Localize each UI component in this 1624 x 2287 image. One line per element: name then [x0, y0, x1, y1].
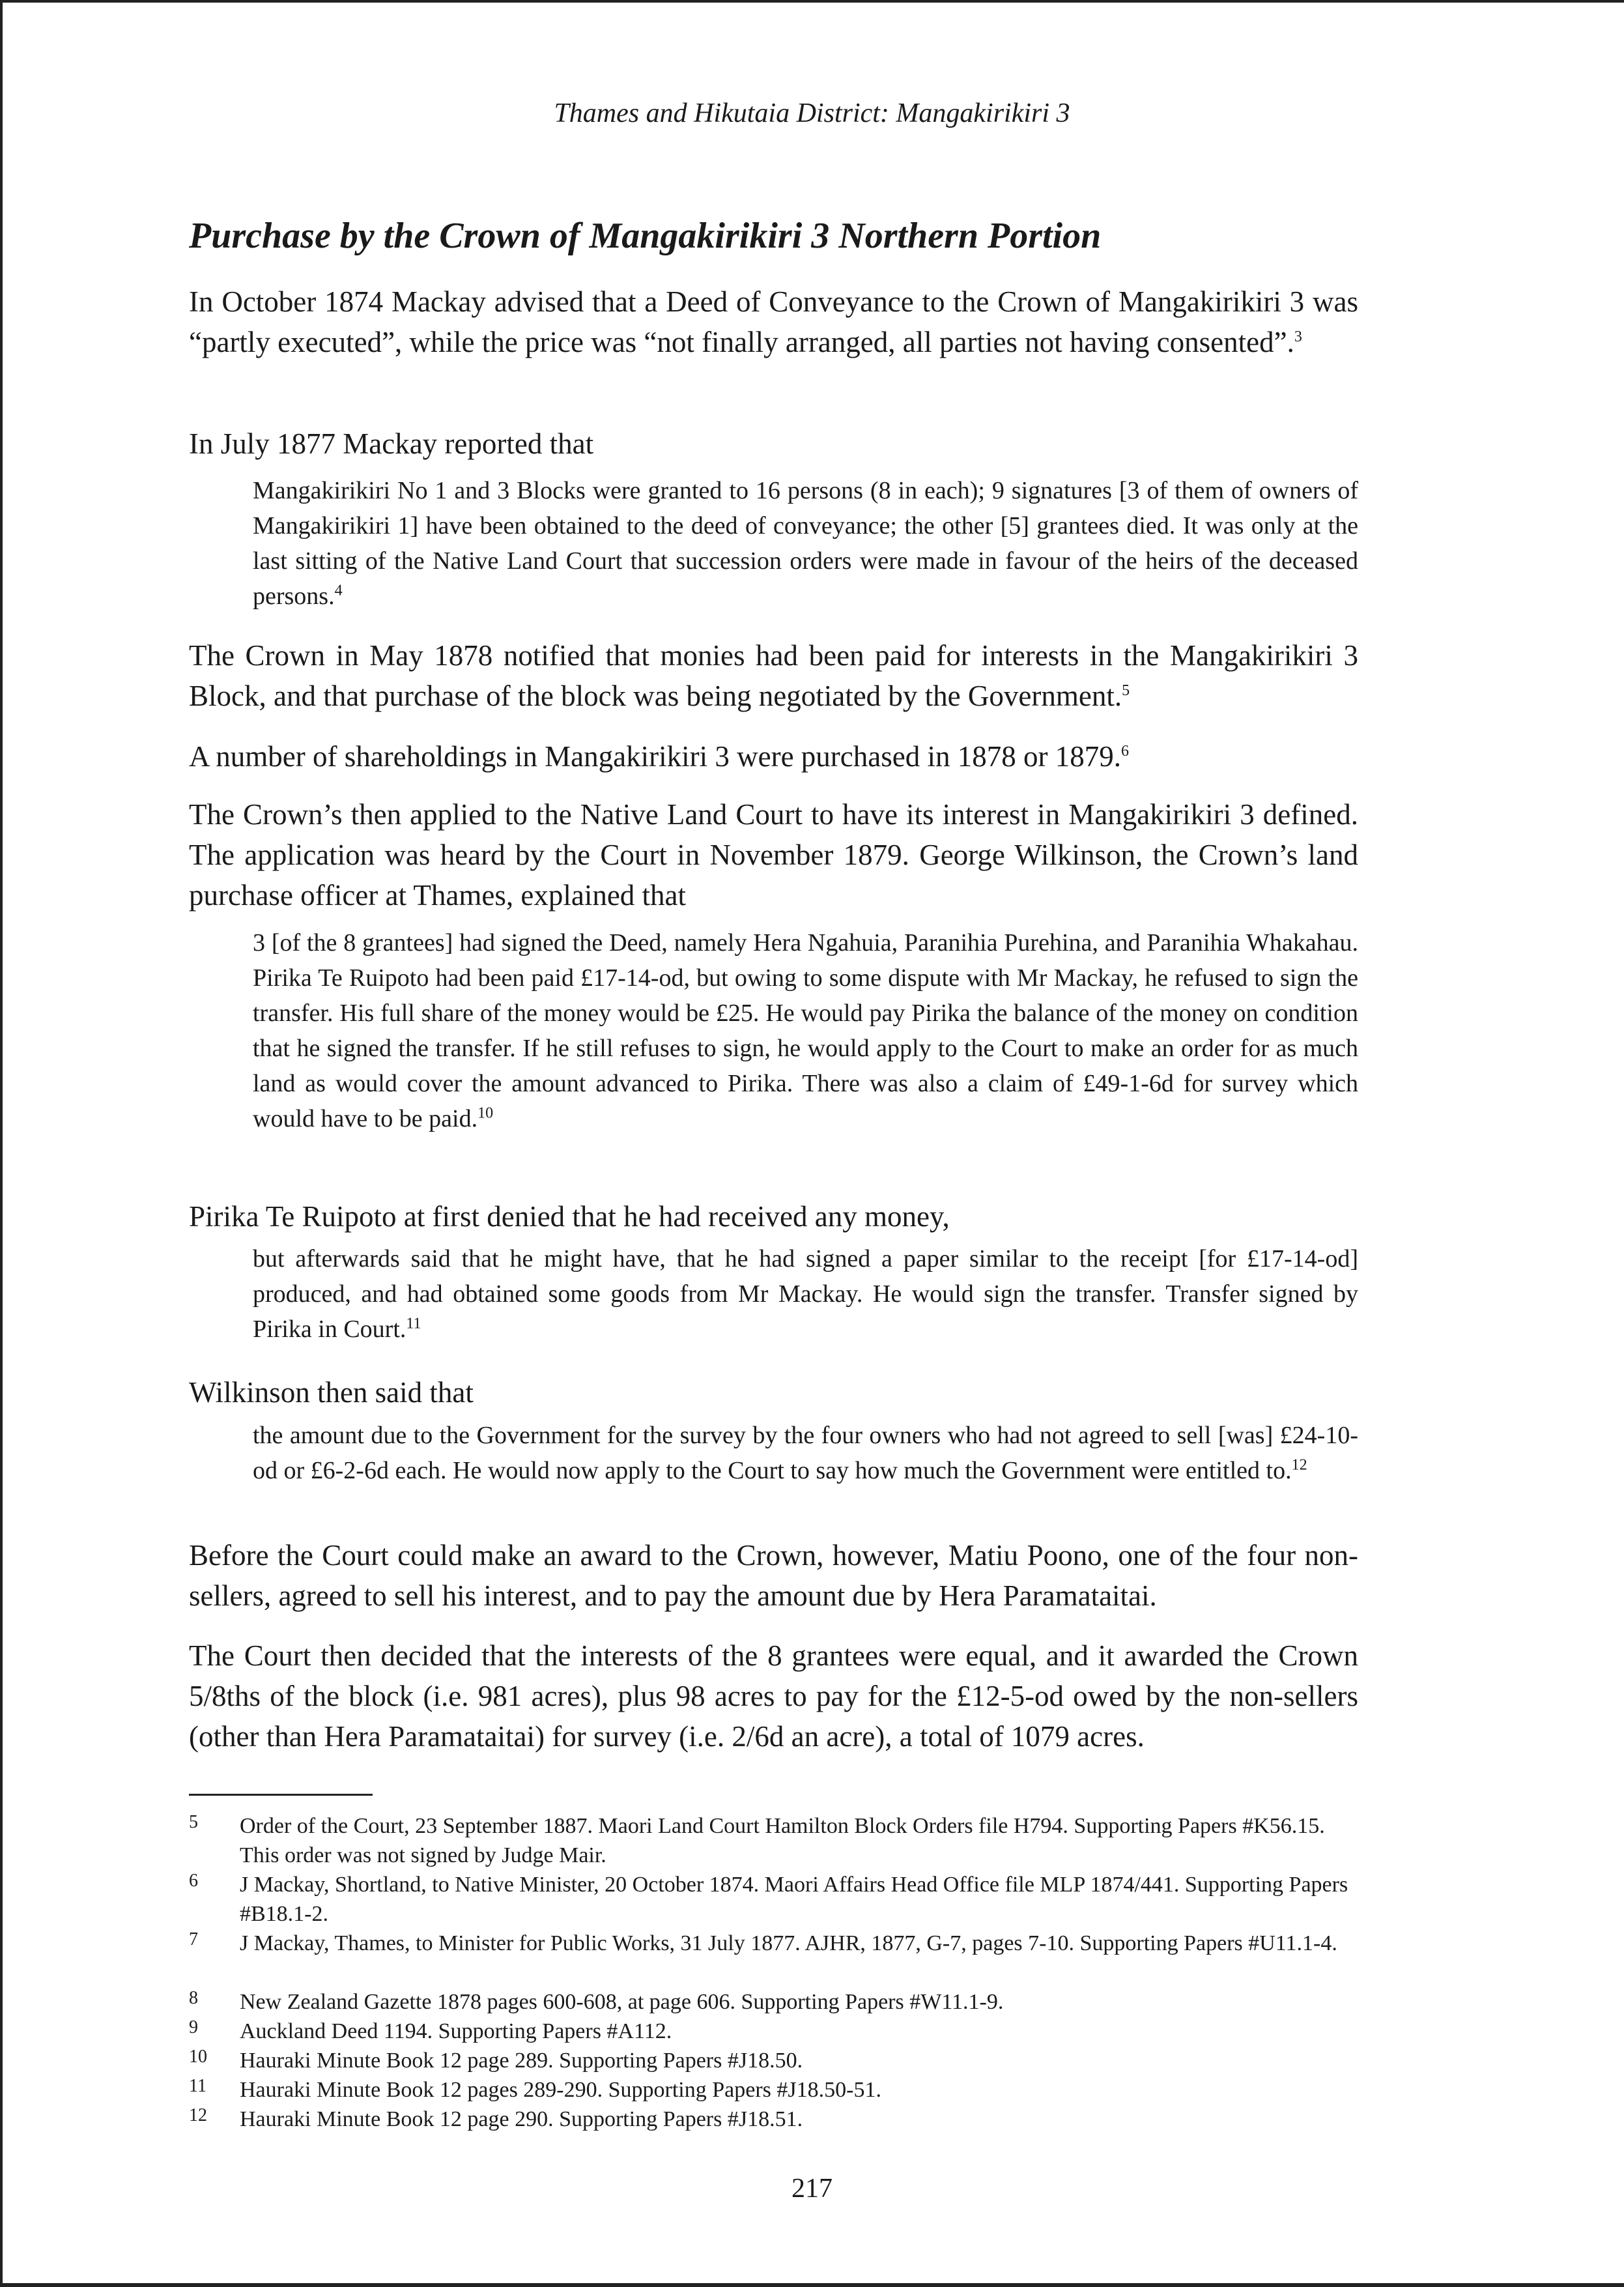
paragraph-8: Before the Court could make an award to the Crown, however, Matiu Poono, one of the four non-sellers, agreed to sell his interest, and to pay the amount due by Hera Paramataitai. [189, 1539, 1358, 1612]
footnote-number: 6 [189, 1871, 198, 1891]
footnote-ref: 6 [1120, 743, 1129, 760]
footnote-number: 11 [189, 2076, 207, 2096]
footnote-number: 12 [189, 2105, 207, 2125]
running-head: Thames and Hikutaia District: Mangakirikiri 3 [554, 98, 1070, 128]
paragraph-4: A number of shareholdings in Mangakirikiri 3 were purchased in 1878 or 1879.$^6$ [189, 740, 1129, 773]
paragraph-2: In July 1877 Mackay reported that [189, 427, 594, 460]
footnote-number: 5 [189, 1812, 198, 1832]
paragraph-9: The Court then decided that the interests of the 8 grantees were equal, and it awarded the Crown 5/8ths of the block (i.e. 981 acres), plus 98 acres to pay for the £12-5-od owed by the non-sellers (other than Hera Paramataitai) for survey (i.e. 2/6d an acre), a total of 1079 acres. [189, 1639, 1358, 1753]
footnote-text: Order of the Court, 23 September 1887. Maori Land Court Hamilton Block Orders file H794. Supporting Papers #K56.15. This order was not signed by Judge Mair. [240, 1814, 1325, 1867]
block-quote-2: 3 [of the 8 grantees] had signed the Deed, namely Hera Ngahuia, Paranihia Purehina, and Paranihia Whakahau. Pirika Te Ruipoto had been paid £17-14-od, but owing to some dispute with Mr Mackay, he refused to sign the transfer. His full share of the money would be £25. He would pay Pirika the balance of the money on condition that he signed the transfer. If he still refuses to sign, he would apply to the Court to make an order for as much land as would cover the amount advanced to Pirika. There was also a claim of £49-1-6d for survey which would have to be paid.$^{10}$ [253, 929, 1358, 1132]
paragraph-3: The Crown in May 1878 notified that monies had been paid for interests in the Mangakirikiri 3 Block, and that purchase of the block was being negotiated by the Government.$^5$ [189, 639, 1358, 712]
footnote-ref: 12 [1291, 1456, 1307, 1474]
footnote-ref: 11 [406, 1315, 421, 1332]
footnote-number: 7 [189, 1929, 198, 1949]
footnote-ref: 4 [334, 582, 343, 599]
footnote-text: J Mackay, Shortland, to Native Minister, 20 October 1874. Maori Affairs Head Office file MLP 1874/441. Supporting Papers #B18.1-2. [240, 1873, 1348, 1926]
footnote-text: New Zealand Gazette 1878 pages 600-608, at page 606. Supporting Papers #W11.1-9. [240, 1990, 1004, 2014]
page-border-bottom [0, 2283, 1624, 2287]
footnote-ref: 5 [1122, 682, 1130, 699]
block-quote-1: Mangakirikiri No 1 and 3 Blocks were granted to 16 persons (8 in each); 9 signatures [3 of them of owners of Mangakirikiri 1] have been obtained to the deed of conveyance; the other [5] grantees died. It was only at the last sitting of the Native Land Court that succession orders were made in favour of the heirs of the deceased persons.$^4$ [253, 477, 1358, 610]
footnote-number: 10 [189, 2047, 207, 2067]
footnote-ref: 3 [1294, 328, 1302, 345]
block-quote-4: the amount due to the Government for the survey by the four owners who had not agreed to sell [was] £24-10-od or £6-2-6d each. He would now apply to the Court to say how much the Government were entitled to.$^{12}$ [253, 1422, 1358, 1484]
block-quote-3: but afterwards said that he might have, that he had signed a paper similar to the receipt [for £17-14-od] produced, and had obtained some goods from Mr Mackay. He would sign the transfer. Transfer signed by Pirika in Court.$^{11}$ [253, 1245, 1358, 1343]
footnote-text: Hauraki Minute Book 12 pages 289-290. Supporting Papers #J18.50-51. [240, 2078, 881, 2102]
footnote-ref: 10 [477, 1104, 494, 1122]
section-heading: Purchase by the Crown of Mangakirikiri 3 Northern Portion [189, 216, 1102, 256]
paragraph-7: Wilkinson then said that [189, 1376, 474, 1409]
footnote-number: 9 [189, 2017, 198, 2037]
footnote-text: Auckland Deed 1194. Supporting Papers #A112. [240, 2019, 672, 2043]
footnote-text: J Mackay, Thames, to Minister for Public Works, 31 July 1877. AJHR, 1877, G-7, pages 7-10. Supporting Papers #U11.1-4. [240, 1931, 1337, 1955]
footnote-text: Hauraki Minute Book 12 page 290. Supporting Papers #J18.51. [240, 2107, 803, 2131]
page-border-left [0, 0, 3, 2287]
paragraph-5: The Crown’s then applied to the Native Land Court to have its interest in Mangakirikiri 3 defined. The application was heard by the Court in November 1879. George Wilkinson, the Crown’s land purchase officer at Thames, explained that [189, 798, 1358, 912]
footnote-number: 8 [189, 1988, 198, 2008]
page-border-top [0, 0, 1624, 3]
page-number: 217 [791, 2174, 833, 2204]
footnote-divider [189, 1794, 373, 1796]
footnote-text: Hauraki Minute Book 12 page 289. Supporting Papers #J18.50. [240, 2049, 803, 2073]
paragraph-1: In October 1874 Mackay advised that a Deed of Conveyance to the Crown of Mangakirikiri 3 was “partly executed”, while the price was “not finally arranged, all parties not having consented”.$^3$ [189, 285, 1358, 358]
paragraph-6: Pirika Te Ruipoto at first denied that he had received any money, [189, 1200, 950, 1233]
